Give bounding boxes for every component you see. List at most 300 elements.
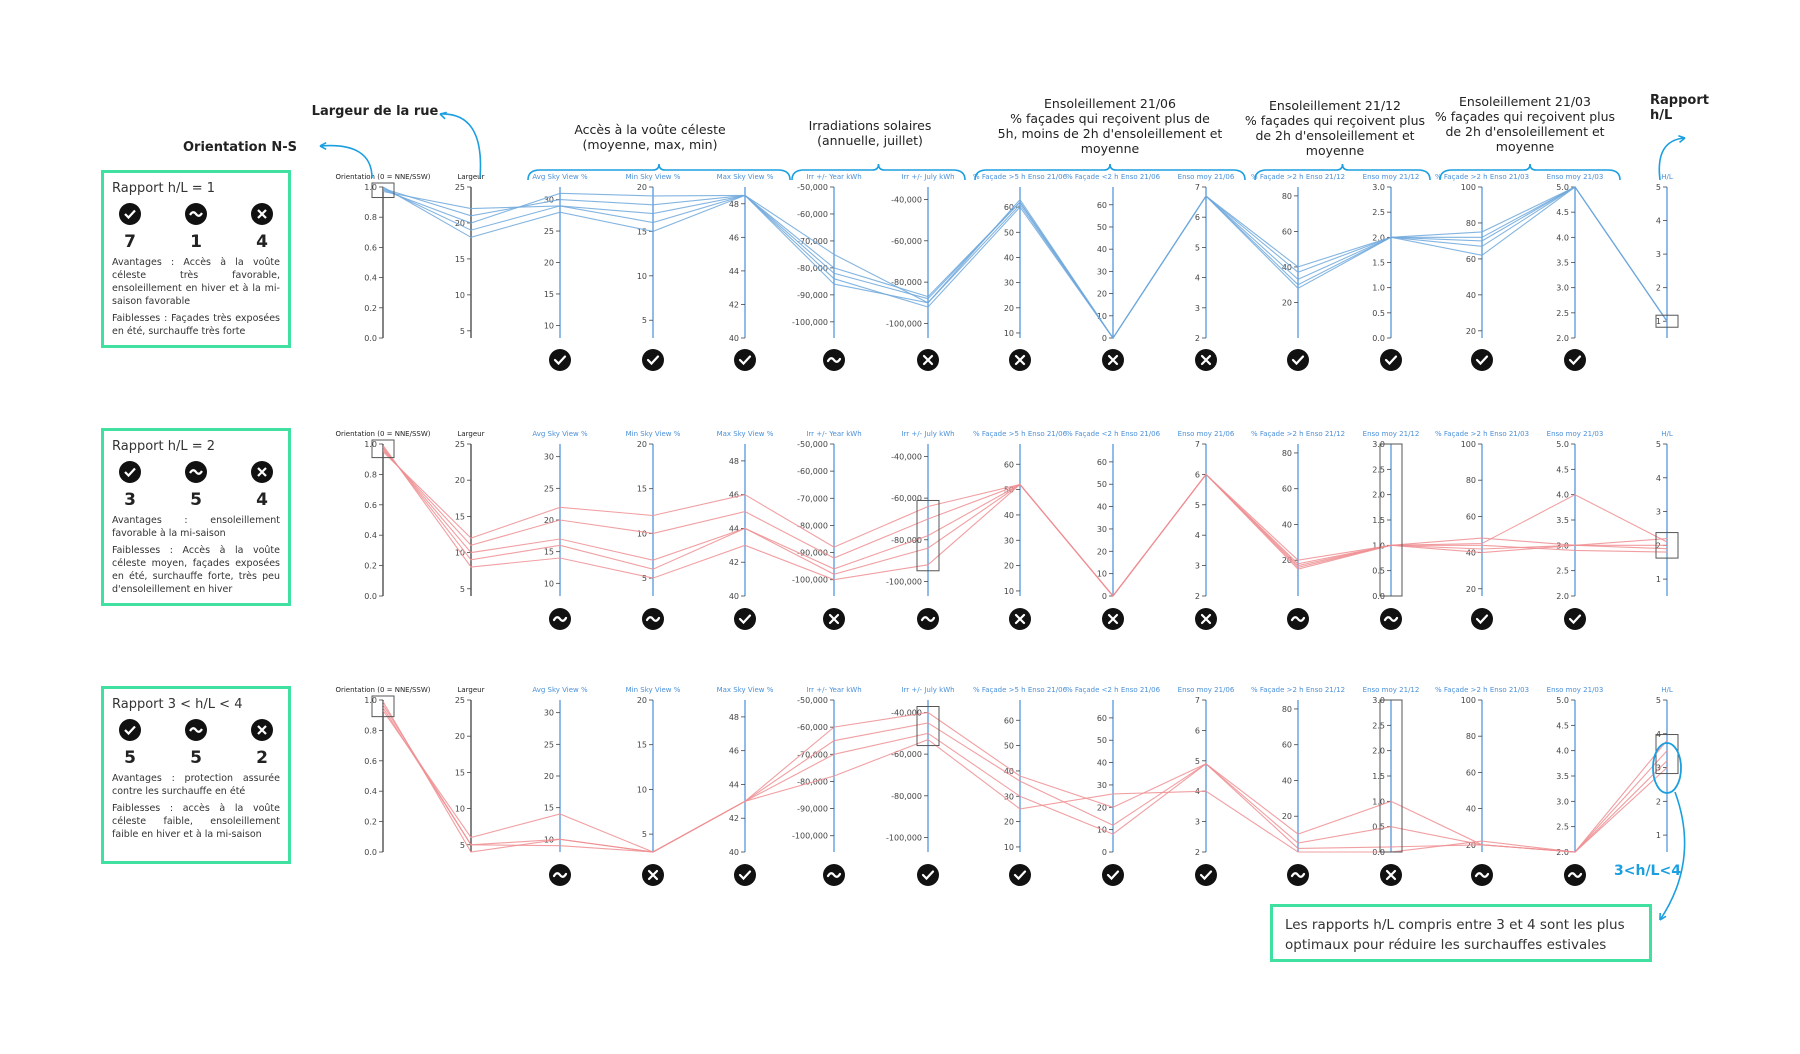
axis-label: % Façade >2 h Enso 21/12 [1250, 686, 1346, 694]
tick-label: 5 [1194, 756, 1200, 766]
tick-label: 7 [1194, 440, 1200, 449]
tick-label: 0.4 [364, 531, 377, 541]
tick-label: 2 [1194, 592, 1200, 601]
tick-label: 0.0 [1372, 334, 1385, 343]
tick-label: 44 [728, 266, 739, 276]
count-check: 3 [124, 490, 136, 510]
tick-label: -70,000 [797, 236, 828, 246]
tick-label: 4.0 [1556, 746, 1569, 756]
tick-label: 60 [1281, 740, 1292, 750]
header-largeur: Largeur de la rue [311, 104, 439, 119]
tick-label: 20 [1096, 289, 1107, 299]
count-check: 5 [124, 748, 136, 768]
tick-label: 50 [1096, 480, 1107, 490]
tick-label: -60,000 [891, 750, 922, 760]
wave-icon [642, 608, 664, 630]
tick-label: 0 [1101, 848, 1107, 857]
axis-label: Avg Sky View % [532, 686, 588, 694]
card-rating-icons [112, 460, 280, 510]
axis-label: % Façade >2 h Enso 21/12 [1250, 430, 1346, 438]
tick-label: 60 [1465, 254, 1476, 264]
tick-label: 40 [1465, 804, 1476, 814]
tick-label: 0.2 [364, 303, 377, 313]
tick-label: 40 [1003, 510, 1014, 520]
axis-label: % Façade >2 h Enso 21/03 [1434, 430, 1530, 438]
card-title: Rapport h/L = 2 [112, 439, 216, 454]
panel-1 [335, 173, 1678, 371]
tick-label: 3.5 [1556, 258, 1569, 268]
tick-label: 2.0 [1556, 334, 1569, 343]
tick-label: 15 [454, 254, 465, 264]
tick-label: 3 [1194, 561, 1200, 571]
count-wave: 1 [190, 232, 202, 252]
tick-label: 5 [459, 584, 465, 594]
tick-label: 30 [1096, 267, 1107, 277]
conclusion-callout: Les rapports h/L compris entre 3 et 4 sont les plus optimaux pour réduire les surchauffes estivales [1270, 904, 1652, 962]
tick-label: 46 [728, 746, 739, 756]
tick-label: 80 [1465, 476, 1476, 486]
tick-label: 4 [1194, 531, 1200, 541]
tick-label: 10 [454, 804, 465, 814]
tick-label: 4 [1655, 473, 1661, 483]
series-line-3 [383, 705, 1667, 852]
tick-label: 20 [636, 440, 647, 449]
tick-label: -70,000 [797, 750, 828, 760]
tick-label: 100 [1460, 440, 1476, 449]
tick-label: 20 [1465, 326, 1476, 336]
tick-label: 3 [1655, 763, 1661, 773]
tick-label: 44 [728, 780, 739, 790]
tick-label: 50 [1003, 741, 1014, 751]
header-irradiation: Irradiations solaires (annuelle, juillet) [808, 118, 932, 148]
tick-label: 0.0 [364, 592, 377, 601]
cross-icon [1380, 864, 1402, 886]
axis-label: Avg Sky View % [532, 173, 588, 181]
axis-label: Enso moy 21/12 [1362, 173, 1420, 181]
tick-label: 0.5 [1372, 308, 1385, 318]
tick-label: 0.4 [364, 273, 377, 283]
tick-label: 60 [1003, 716, 1014, 726]
tick-label: 15 [636, 740, 647, 750]
tick-label: 0.0 [364, 848, 377, 857]
tick-label: 20 [1465, 584, 1476, 594]
tick-label: -90,000 [797, 290, 828, 300]
cross-icon [1102, 349, 1124, 371]
axis-label: Largeur [457, 430, 485, 438]
tick-label: 60 [1465, 512, 1476, 522]
axis-label: % Façade >5 h Enso 21/06 [972, 686, 1068, 694]
tick-label: 20 [1281, 812, 1292, 822]
tick-label: 15 [454, 512, 465, 522]
tick-label: -60,000 [891, 494, 922, 504]
tick-label: 10 [1096, 569, 1107, 579]
tick-label: -80,000 [797, 777, 828, 787]
axis-label: Irr +/- Year kWh [806, 430, 862, 438]
tick-label: 25 [454, 696, 465, 705]
tick-label: 50 [1003, 485, 1014, 495]
tick-label: -70,000 [797, 494, 828, 504]
card-weaknesses: Faiblesses : Façades très exposées en été, surchauffe très forte [112, 313, 280, 337]
check-icon [1195, 864, 1217, 886]
tick-label: 42 [728, 814, 739, 824]
axis-label: Max Sky View % [716, 430, 774, 438]
axis-label: Irr +/- Year kWh [806, 686, 862, 694]
tick-label: 20 [636, 183, 647, 192]
tick-label: 3.0 [1372, 183, 1385, 192]
tick-label: -80,000 [797, 263, 828, 273]
tick-label: 10 [454, 548, 465, 558]
tick-label: 6 [1194, 213, 1200, 223]
series-line-4 [383, 447, 1667, 596]
tick-label: 4.0 [1556, 233, 1569, 243]
tick-label: 20 [454, 218, 465, 228]
axis-label: Enso moy 21/12 [1362, 430, 1420, 438]
cross-icon [1009, 608, 1031, 630]
tick-label: 2 [1655, 797, 1661, 807]
tick-label: 0.8 [364, 213, 377, 223]
tick-label: 40 [728, 592, 739, 601]
tick-label: 60 [1281, 227, 1292, 237]
tick-label: 40 [1096, 502, 1107, 512]
tick-label: 44 [728, 524, 739, 534]
tick-label: 0.6 [364, 243, 377, 253]
card-rating-icons [112, 718, 280, 768]
tick-label: 20 [543, 258, 554, 268]
tick-label: 6 [1194, 470, 1200, 480]
wave-icon [1564, 864, 1586, 886]
tick-label: -60,000 [797, 209, 828, 219]
wave-icon [1287, 608, 1309, 630]
axis-label: % Façade >2 h Enso 21/03 [1434, 173, 1530, 181]
axis-label: H/L [1661, 430, 1673, 438]
tick-label: 20 [1003, 561, 1014, 571]
tick-label: 40 [728, 848, 739, 857]
tick-label: 5 [1194, 243, 1200, 253]
tick-label: 0 [1101, 592, 1107, 601]
tick-label: -100,000 [886, 833, 922, 843]
tick-label: 2.0 [1556, 592, 1569, 601]
check-icon [1471, 608, 1493, 630]
series-line-2 [383, 708, 1667, 852]
header-december: Ensoleillement 21/12 % façades qui reçoivent plus de 2h d'ensoleillement et moyenne [1244, 98, 1426, 158]
tick-label: 1.0 [1372, 283, 1385, 293]
check-icon [734, 864, 756, 886]
check-icon [734, 608, 756, 630]
summary-card-1 [101, 170, 291, 348]
axis-label: Irr +/- Year kWh [806, 173, 862, 181]
axis-label: Irr +/- July kWh [901, 430, 955, 438]
cross-icon [642, 864, 664, 886]
axis-label: % Façade >2 h Enso 21/12 [1250, 173, 1346, 181]
cross-icon [250, 202, 274, 226]
tick-label: 4 [1194, 273, 1200, 283]
axis-label: % Façade >5 h Enso 21/06 [972, 173, 1068, 181]
callout-label: 3<h/L<4 [1614, 863, 1681, 879]
tick-label: 40 [728, 334, 739, 343]
tick-label: 1.5 [1372, 772, 1385, 781]
arrow-head [440, 112, 447, 118]
panel-2 [335, 430, 1678, 630]
tick-label: 1.0 [1372, 541, 1385, 551]
tick-label: 2.0 [1372, 490, 1385, 500]
tick-label: -100,000 [886, 319, 922, 329]
tick-label: 50 [1003, 228, 1014, 238]
header-march: Ensoleillement 21/03 % façades qui reçoivent plus de 2h d'ensoleillement et moyenne [1434, 94, 1616, 154]
count-cross: 4 [256, 232, 268, 252]
tick-label: 2.5 [1372, 465, 1385, 475]
tick-label: -50,000 [797, 440, 828, 449]
tick-label: -100,000 [792, 831, 828, 841]
cross-icon [250, 718, 274, 742]
tick-label: 2.0 [1372, 233, 1385, 243]
header-rapport: Rapport h/L [1650, 93, 1709, 123]
tick-label: 10 [1003, 586, 1014, 596]
tick-label: 4.5 [1556, 208, 1569, 218]
tick-label: 0 [1101, 334, 1107, 343]
tick-label: 4 [1655, 729, 1661, 739]
axis-label: % Façade <2 h Enso 21/06 [1065, 173, 1161, 181]
tick-label: 60 [1003, 203, 1014, 213]
axis-label: Largeur [457, 686, 485, 694]
axis-label: Enso moy 21/12 [1362, 686, 1420, 694]
tick-label: 0.0 [364, 334, 377, 343]
tick-label: 30 [543, 195, 554, 205]
axis-label: Avg Sky View % [532, 430, 588, 438]
tick-label: 1 [1655, 831, 1661, 841]
tick-label: 40 [1281, 776, 1292, 786]
wave-icon [184, 718, 208, 742]
axis-label: Enso moy 21/03 [1546, 686, 1604, 694]
tick-label: 15 [543, 289, 554, 299]
check-icon [917, 864, 939, 886]
card-weaknesses: Faiblesses : Accès à la voûte céleste moyen, façades exposées en été, surchauffe forte, très peu d'ensoleillement en hiver [112, 545, 280, 595]
card-weaknesses: Faiblesses : accès à la voûte céleste faible, ensoleillement faible en hiver et à la mi-saison [112, 803, 280, 840]
tick-label: 5 [641, 316, 647, 326]
tick-label: 20 [1465, 840, 1476, 850]
tick-label: 100 [1460, 696, 1476, 705]
wave-icon [917, 608, 939, 630]
tick-label: 1.5 [1372, 258, 1385, 268]
tick-label: 48 [728, 712, 739, 722]
tick-label: 2.5 [1556, 822, 1569, 832]
tick-label: -100,000 [792, 317, 828, 327]
tick-label: 3 [1194, 817, 1200, 827]
tick-label: 5 [459, 840, 465, 850]
tick-label: 50 [1096, 222, 1107, 232]
tick-label: 46 [728, 233, 739, 243]
tick-label: 40 [1465, 548, 1476, 558]
tick-label: 40 [1465, 290, 1476, 300]
check-icon [118, 718, 142, 742]
tick-label: 60 [1281, 484, 1292, 494]
tick-label: 5 [1655, 440, 1661, 449]
count-cross: 2 [256, 748, 268, 768]
tick-label: 2 [1655, 541, 1661, 551]
tick-label: -60,000 [891, 236, 922, 246]
cross-icon [1195, 608, 1217, 630]
wave-icon [549, 608, 571, 630]
cross-icon [1102, 608, 1124, 630]
tick-label: 2 [1655, 283, 1661, 293]
tick-label: 100 [1460, 183, 1476, 192]
tick-label: 20 [1003, 303, 1014, 313]
tick-label: 7 [1194, 183, 1200, 192]
tick-label: 60 [1096, 200, 1107, 210]
tick-label: 4 [1194, 787, 1200, 797]
count-wave: 5 [190, 748, 202, 768]
tick-label: 1 [1655, 317, 1661, 327]
tick-label: 0.0 [1372, 848, 1385, 857]
tick-label: 25 [543, 740, 554, 750]
tick-label: -80,000 [891, 535, 922, 545]
tick-label: 2 [1194, 334, 1200, 343]
tick-label: 20 [1096, 803, 1107, 813]
tick-label: 60 [1003, 460, 1014, 470]
header-june: Ensoleillement 21/06 % façades qui reçoivent plus de 5h, moins de 2h d'ensoleillement et moyenne [997, 96, 1223, 156]
tick-label: 30 [1096, 524, 1107, 534]
tick-label: 80 [1465, 218, 1476, 228]
cross-icon [1009, 349, 1031, 371]
check-icon [118, 202, 142, 226]
axis-label: Max Sky View % [716, 173, 774, 181]
axis-label: Max Sky View % [716, 686, 774, 694]
series-line-1 [383, 452, 1667, 596]
tick-label: 5 [641, 574, 647, 584]
tick-label: 10 [1096, 825, 1107, 835]
tick-label: 10 [636, 529, 647, 539]
tick-label: 4.0 [1556, 490, 1569, 500]
tick-label: 30 [1003, 792, 1014, 802]
tick-label: 20 [543, 772, 554, 781]
tick-label: 15 [636, 227, 647, 237]
tick-label: 15 [636, 484, 647, 494]
tick-label: 4 [1655, 216, 1661, 226]
tick-label: 3.0 [1556, 541, 1569, 551]
tick-label: 0.4 [364, 787, 377, 797]
tick-label: -50,000 [797, 696, 828, 705]
tick-label: -90,000 [797, 804, 828, 814]
tick-label: 4.5 [1556, 465, 1569, 475]
count-check: 7 [124, 232, 136, 252]
tick-label: -90,000 [797, 548, 828, 558]
tick-label: 42 [728, 558, 739, 568]
tick-label: 7 [1194, 696, 1200, 705]
tick-label: 3.5 [1556, 772, 1569, 781]
tick-label: -60,000 [797, 467, 828, 477]
tick-label: 1.0 [364, 696, 377, 705]
wave-icon [823, 349, 845, 371]
axis-label: Largeur [457, 173, 485, 181]
header-orientation: Orientation N-S [183, 140, 297, 155]
tick-label: -80,000 [891, 791, 922, 801]
axis-label: % Façade >2 h Enso 21/03 [1434, 686, 1530, 694]
tick-label: 0.2 [364, 817, 377, 827]
axis-label: % Façade >5 h Enso 21/06 [972, 430, 1068, 438]
tick-label: 15 [543, 803, 554, 813]
summary-card-3 [101, 686, 291, 864]
tick-label: 3.0 [1556, 797, 1569, 807]
axis-label: Orientation (0 = NNE/SSW) [335, 430, 431, 438]
tick-label: 25 [543, 484, 554, 494]
count-wave: 5 [190, 490, 202, 510]
axis-label: Min Sky View % [625, 173, 681, 181]
card-advantages: Avantages : ensoleillement favorable à la mi-saison [112, 515, 280, 539]
tick-label: 10 [543, 321, 554, 331]
tick-label: 2.5 [1556, 566, 1569, 576]
arrow-icon [1660, 792, 1685, 920]
tick-label: 50 [1096, 736, 1107, 746]
tick-label: 0.0 [1372, 592, 1385, 601]
check-icon [118, 460, 142, 484]
tick-label: 3.0 [1556, 283, 1569, 293]
tick-label: 2.0 [1372, 746, 1385, 756]
wave-icon [184, 460, 208, 484]
tick-label: 1.0 [1372, 797, 1385, 807]
tick-label: 10 [543, 835, 554, 845]
tick-label: 5 [1655, 183, 1661, 192]
axis-label: Orientation (0 = NNE/SSW) [335, 173, 431, 181]
tick-label: -100,000 [792, 575, 828, 585]
tick-label: 60 [1465, 768, 1476, 778]
tick-label: 0.2 [364, 561, 377, 571]
check-icon [1380, 349, 1402, 371]
count-cross: 4 [256, 490, 268, 510]
tick-label: 0.5 [1372, 822, 1385, 832]
tick-label: -50,000 [797, 183, 828, 192]
wave-icon [549, 864, 571, 886]
tick-label: 30 [543, 452, 554, 462]
tick-label: 25 [543, 227, 554, 237]
tick-label: 40 [1003, 253, 1014, 263]
tick-label: 60 [1096, 713, 1107, 723]
tick-label: -40,000 [891, 452, 922, 462]
tick-label: 3 [1655, 250, 1661, 260]
tick-label: 48 [728, 456, 739, 466]
wave-icon [1471, 864, 1493, 886]
tick-label: 10 [636, 271, 647, 281]
tick-label: 5 [641, 830, 647, 840]
tick-label: 30 [543, 708, 554, 718]
tick-label: 10 [636, 785, 647, 795]
tick-label: 15 [454, 768, 465, 778]
tick-label: 20 [454, 732, 465, 742]
check-icon [1102, 864, 1124, 886]
axis-label: Orientation (0 = NNE/SSW) [335, 686, 431, 694]
tick-label: 5 [1194, 500, 1200, 510]
cross-icon [823, 608, 845, 630]
tick-label: 1.0 [364, 183, 377, 192]
tick-label: 40 [1003, 766, 1014, 776]
axis-label: H/L [1661, 686, 1673, 694]
tick-label: -40,000 [891, 708, 922, 718]
tick-label: 5.0 [1556, 696, 1569, 705]
cross-icon [1195, 349, 1217, 371]
wave-icon [184, 202, 208, 226]
tick-label: 0.6 [364, 756, 377, 766]
tick-label: 80 [1465, 732, 1476, 742]
series-line-2 [383, 450, 1667, 596]
tick-label: 80 [1281, 704, 1292, 714]
axis-label: Min Sky View % [625, 430, 681, 438]
tick-label: 40 [1096, 245, 1107, 255]
axis-label: Irr +/- July kWh [901, 686, 955, 694]
tick-label: 2.0 [1556, 848, 1569, 857]
tick-label: 20 [1003, 817, 1014, 827]
axis-label: Enso moy 21/06 [1177, 173, 1235, 181]
tick-label: -80,000 [797, 521, 828, 531]
axis-label: Irr +/- July kWh [901, 173, 955, 181]
arrow-icon [440, 114, 481, 178]
